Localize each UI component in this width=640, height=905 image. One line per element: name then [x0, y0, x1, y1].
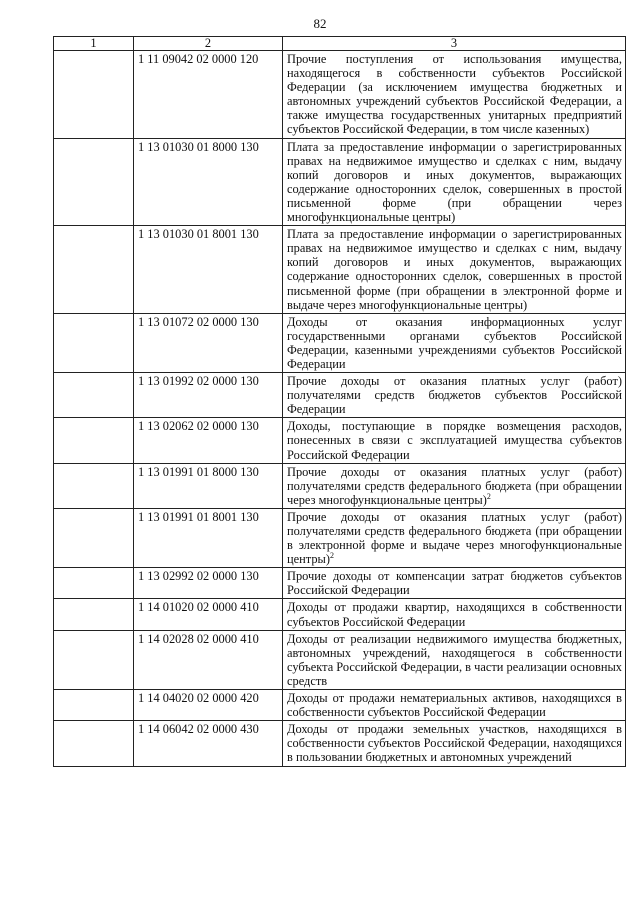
empty-cell [54, 373, 134, 418]
table-body [54, 37, 626, 767]
description-cell [283, 630, 626, 689]
table-row [54, 51, 626, 139]
description-text: Доходы от реализации недвижимого имущества бюджетных, автономных учреждений, находящегося в собственности субъекта Российской Федерации, в части реализации основных средств [287, 631, 622, 688]
table-row [54, 463, 626, 508]
description-cell [283, 690, 626, 721]
empty-cell [54, 226, 134, 314]
description-cell [283, 721, 626, 766]
description-text: Прочие доходы от оказания платных услуг (работ) получателями средств федерального бюджета (при обращении через многофункциональные центры) [287, 464, 622, 507]
table-row [54, 630, 626, 689]
revenue-code-cell: 1 14 04020 02 0000 420 [134, 690, 283, 721]
description-cell [283, 418, 626, 463]
revenue-code-cell: 1 11 09042 02 0000 120 [134, 51, 283, 139]
description-text: Прочие доходы от компенсации затрат бюджетов субъектов Российской Федерации [287, 569, 622, 598]
empty-cell [54, 690, 134, 721]
description-cell [283, 313, 626, 372]
header-col-2: 2 [134, 37, 283, 51]
description-cell [283, 138, 626, 226]
table-row [54, 226, 626, 314]
empty-cell [54, 51, 134, 139]
header-col-3: 3 [283, 37, 626, 51]
description-cell [283, 373, 626, 418]
revenue-code-cell: 1 14 06042 02 0000 430 [134, 721, 283, 766]
description-cell [283, 568, 626, 599]
description-cell [283, 599, 626, 630]
revenue-code-cell: 1 14 02028 02 0000 410 [134, 630, 283, 689]
empty-cell [54, 418, 134, 463]
revenue-code-cell: 1 13 01030 01 8001 130 [134, 226, 283, 314]
table-row [54, 599, 626, 630]
empty-cell [54, 463, 134, 508]
description-text: Плата за предоставление информации о зарегистрированных правах на недвижимое имущество и сделках с ним, выдачу копий договоров и иных документов, выражающих содержание односторонних сделок, совершенных в простой письменной форме (при обращении через многофункциональные центры) [287, 139, 622, 225]
empty-cell [54, 630, 134, 689]
table-row [54, 568, 626, 599]
description-text: Доходы от продажи квартир, находящихся в собственности субъектов Российской Федерации [287, 600, 622, 629]
empty-cell [54, 568, 134, 599]
table-row [54, 373, 626, 418]
empty-cell [54, 313, 134, 372]
description-cell [283, 508, 626, 567]
description-text: Доходы, поступающие в порядке возмещения расходов, понесенных в связи с эксплуатацией имущества субъектов Российской Федерации [287, 419, 622, 462]
revenue-code-cell: 1 14 01020 02 0000 410 [134, 599, 283, 630]
description-text: Прочие доходы от оказания платных услуг (работ) получателями средств бюджетов субъектов Российской Федерации [287, 374, 622, 417]
footnote-marker: 2 [486, 491, 491, 501]
revenue-code-cell: 1 13 01991 01 8001 130 [134, 508, 283, 567]
revenue-code-cell: 1 13 02062 02 0000 130 [134, 418, 283, 463]
revenue-code-cell: 1 13 01991 01 8000 130 [134, 463, 283, 508]
description-cell [283, 51, 626, 139]
description-text: Доходы от оказания информационных услуг государственными органами субъектов Российской Федерации, казенными учреждениями субъектов Российской Федерации [287, 314, 622, 371]
empty-cell [54, 138, 134, 226]
table-header-row [54, 37, 626, 51]
header-col-1: 1 [54, 37, 134, 51]
description-text: Доходы от продажи земельных участков, находящихся в собственности субъектов Российской Федерации, находящихся в пользовании бюджетных и автономных учреждений [287, 722, 622, 765]
description-cell [283, 463, 626, 508]
table-row [54, 721, 626, 766]
revenue-code-cell: 1 13 02992 02 0000 130 [134, 568, 283, 599]
table-row [54, 508, 626, 567]
empty-cell [54, 721, 134, 766]
page-number: 82 [313, 16, 327, 31]
description-text: Прочие поступления от использования имущества, находящегося в собственности субъектов Российской Федерации (за исключением имущества бюджетных и автономных учреждений субъектов Российской Федерации, а также имущества государственных унитарных предприятий субъектов Российской Федерации, в том числе казенных) [287, 52, 622, 137]
description-text: Плата за предоставление информации о зарегистрированных правах на недвижимое имущество и сделках с ним, выдачу копий договоров и иных документов, выражающих содержание односторонних сделок, совершенных в простой письменной форме (при обращении в электронной форме и выдаче через многофункциональные центры) [287, 227, 622, 312]
table-row [54, 313, 626, 372]
table-row [54, 690, 626, 721]
revenue-code-cell: 1 13 01030 01 8000 130 [134, 138, 283, 226]
empty-cell [54, 599, 134, 630]
description-text: Доходы от продажи нематериальных активов, находящихся в собственности субъектов Российской Федерации [287, 691, 622, 720]
revenue-codes-table [53, 36, 626, 767]
table-row [54, 138, 626, 226]
table-row [54, 418, 626, 463]
description-text: Прочие доходы от оказания платных услуг (работ) получателями средств федерального бюджета (при обращении в электронной форме и выдаче через многофункциональные центры) [287, 509, 622, 567]
footnote-marker: 2 [329, 551, 334, 561]
description-cell [283, 226, 626, 314]
empty-cell [54, 508, 134, 567]
revenue-code-cell: 1 13 01992 02 0000 130 [134, 373, 283, 418]
revenue-code-cell: 1 13 01072 02 0000 130 [134, 313, 283, 372]
